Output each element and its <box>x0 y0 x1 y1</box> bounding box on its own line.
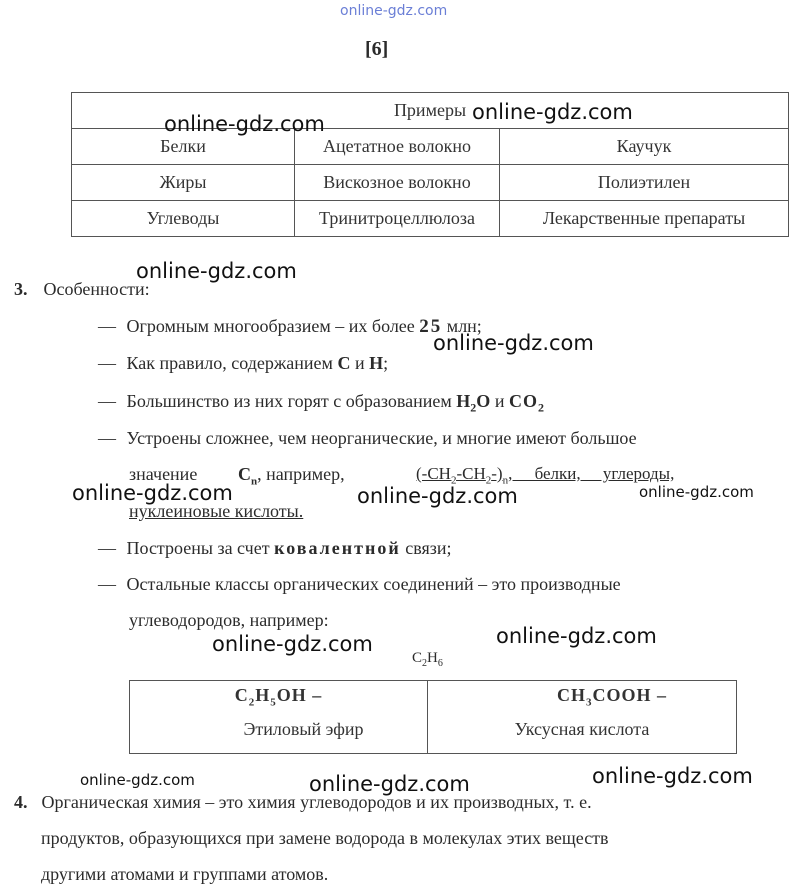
page-number: [6] <box>365 38 389 60</box>
watermark: online-gdz.com <box>433 331 594 355</box>
dash: — <box>98 428 116 448</box>
table-cell: Полиэтилен <box>500 165 789 201</box>
table-cell: Жиры <box>72 165 295 201</box>
formula-c2h6 <box>412 650 443 669</box>
table-cell: Белки <box>72 129 295 165</box>
paragraph-line: другими атомами и группами атомов. <box>41 864 329 884</box>
examples-table-header: Примеры <box>72 93 789 129</box>
table-cell: Лекарственные препараты <box>500 201 789 237</box>
watermark: online-gdz.com <box>496 624 657 648</box>
formula-sub: 2 <box>470 400 477 415</box>
item-text: связи; <box>400 538 452 558</box>
watermark-top: online-gdz.com <box>340 3 448 19</box>
watermark: online-gdz.com <box>357 484 518 508</box>
list-item <box>98 353 388 374</box>
table-cell <box>428 681 737 754</box>
item-text: , например, <box>257 464 345 484</box>
list-item <box>98 316 482 338</box>
item-bold: ковалентной <box>274 538 401 558</box>
formula-part: C <box>412 650 423 666</box>
table-row <box>130 681 737 754</box>
watermark: online-gdz.com <box>639 483 754 501</box>
table-cell: Тринитроцеллюлоза <box>295 201 500 237</box>
section-3-heading <box>14 279 150 300</box>
paragraph-line: Органическая химия – это химия углеводородов и их производных, т. е. <box>41 792 592 812</box>
formula: $CH_3COOH$ – <box>556 685 667 709</box>
item-text: и <box>490 391 509 411</box>
list-item <box>98 391 544 416</box>
watermark: online-gdz.com <box>592 764 753 788</box>
watermark: online-gdz.com <box>309 772 470 796</box>
table-cell <box>130 681 428 754</box>
item-text: Остальные классы органических соединений – это производные <box>126 574 621 594</box>
dash: — <box>98 391 116 411</box>
dash: — <box>98 538 116 558</box>
formula-part: (-CH <box>416 464 451 483</box>
paragraph-line: продуктов, образующихся при замене водорода в молекулах этих веществ <box>41 828 609 848</box>
item-text: значение <box>129 464 198 484</box>
formula: $C_2H_5OH$ – <box>234 685 323 709</box>
formula-sub: 2 <box>485 474 492 487</box>
list-item <box>98 428 637 449</box>
formula-part: H <box>427 650 438 666</box>
item-text: Как правило, содержанием <box>126 353 338 373</box>
derivatives-table <box>129 680 737 754</box>
item-text: ; <box>383 353 389 373</box>
dash: — <box>98 574 116 594</box>
item-bold: Н <box>369 353 384 373</box>
table-cell: Углеводы <box>72 201 295 237</box>
table-cell: Каучук <box>500 129 789 165</box>
dash: — <box>98 316 116 336</box>
item-bold: С <box>337 353 351 373</box>
watermark: online-gdz.com <box>72 481 233 505</box>
watermark: online-gdz.com <box>136 259 297 283</box>
list-item <box>98 574 621 595</box>
table-row <box>72 165 789 201</box>
item-text: Устроены сложнее, чем неорганические, и многие имеют большое <box>126 428 637 448</box>
formula-part: C <box>238 464 251 484</box>
dash: — <box>98 353 116 373</box>
formula-sub: 2 <box>422 658 428 669</box>
formula-part: -) <box>491 464 503 483</box>
formula-sub: n <box>502 474 509 487</box>
section-number: 4. <box>14 792 28 812</box>
table-row <box>72 201 789 237</box>
section-number: 3. <box>14 279 28 299</box>
item-text: нуклеиновые кислоты. <box>129 501 304 521</box>
watermark: online-gdz.com <box>212 632 373 656</box>
formula-part: CO <box>508 391 538 411</box>
watermark: online-gdz.com <box>472 100 633 124</box>
item-text: млн; <box>442 316 482 336</box>
item-bold: 25 <box>419 316 443 337</box>
formula-part: H <box>456 391 471 411</box>
formula-sub: 6 <box>437 658 443 669</box>
table-cell: Ацетатное волокно <box>295 129 500 165</box>
item-line <box>238 464 345 488</box>
item-line <box>129 610 329 631</box>
formula-sub: n <box>251 475 258 488</box>
item-text: и <box>350 353 370 373</box>
formula-sub: 2 <box>450 474 457 487</box>
item-text: Огромным многообразием – их более <box>126 316 420 336</box>
item-text: , белки, углероды, <box>508 464 675 483</box>
list-item <box>98 538 452 559</box>
item-text: углеводородов, например: <box>129 610 329 630</box>
section-title: Особенности: <box>43 279 150 299</box>
section-4-line <box>14 792 592 813</box>
table-cell: Вискозное волокно <box>295 165 500 201</box>
watermark: online-gdz.com <box>164 112 325 136</box>
compound-name: Этиловый эфир <box>243 718 364 739</box>
formula-part: O <box>476 391 491 411</box>
compound-name: Уксусная кислота <box>514 718 650 739</box>
item-text: Большинство из них горят с образованием <box>126 391 457 411</box>
formula-part: -CH <box>456 464 486 483</box>
formula-sub: 2 <box>537 400 544 415</box>
item-text: Построены за счет <box>126 538 275 558</box>
watermark: online-gdz.com <box>80 771 195 789</box>
